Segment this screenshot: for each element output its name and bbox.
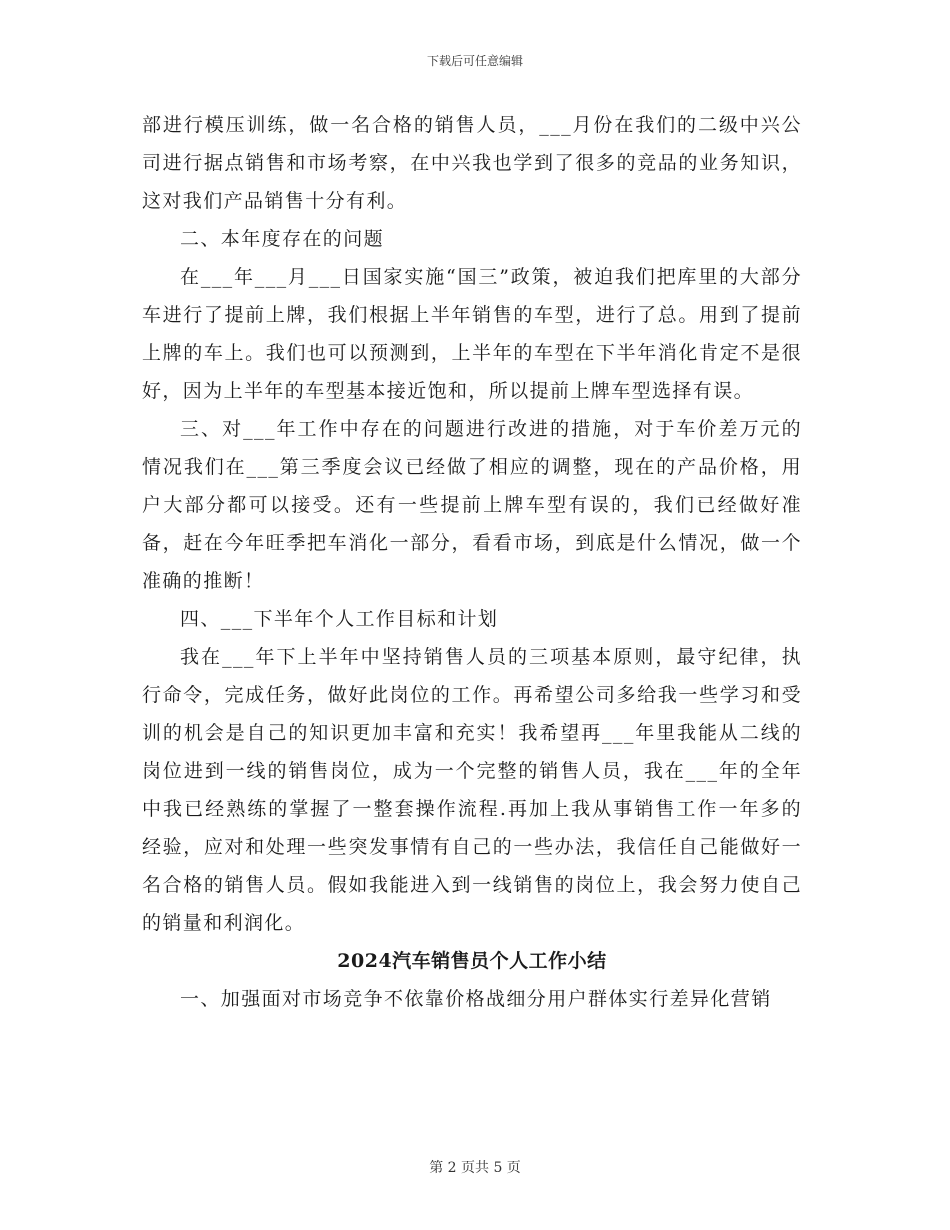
- paragraph-1: 部进行模压训练，做一名合格的销售人员，___月份在我们的二级中兴公司进行据点销售和市场考察，在中兴我也学到了很多的竞品的业务知识，这对我们产品销售十分有利。: [142, 114, 802, 212]
- paragraph-improvements: 三、对___年工作中存在的问题进行改进的措施，对于车价差万元的情况我们在___第三季度会议已经做了相应的调整，现在的产品价格，用户大部分都可以接受。还有一些提前上牌车型有误的，我们已经做好准备，赶在今年旺季把车消化一部分，看看市场，到底是什么情况，做一个准确的推断！: [142, 418, 802, 592]
- paragraph-problems: 在___年___月___日国家实施“国三”政策，被迫我们把库里的大部分车进行了提前上牌，我们根据上半年销售的车型，进行了总。用到了提前上牌的车上。我们也可以预测到，上半年的车型在下半年消化肯定不是很好，因为上半年的车型基本接近饱和，所以提前上牌车型选择有误。: [142, 266, 802, 402]
- heading-problems: 二、本年度存在的问题: [180, 228, 385, 250]
- page-footer: 第 2 页共 5 页: [429, 1160, 521, 1176]
- heading-goals: 四、___下半年个人工作目标和计划: [180, 608, 499, 630]
- document-body: [142, 106, 802, 1018]
- paragraph-market: 一、加强面对市场竞争不依靠价格战细分用户群体实行差异化营销: [180, 988, 772, 1010]
- paragraph-goals: 我在___年下上半年中坚持销售人员的三项基本原则，最守纪律，执行命令，完成任务，做好此岗位的工作。再希望公司多给我一些学习和受训的机会是自己的知识更加丰富和充实！我希望再___年里我能从二线的岗位进到一线的销售岗位，成为一个完整的销售人员，我在___年的全年中我已经熟练的掌握了一整套操作流程.再加上我从事销售工作一年多的经验，应对和处理一些突发事情有自己的一些办法，我信任自己能做好一名合格的销售人员。假如我能进入到一线销售的岗位上，我会努力使自己的销量和利润化。: [142, 646, 802, 934]
- page-header: 下载后可任意编辑: [426, 54, 523, 68]
- section-title: 2024汽车销售员个人工作小结: [337, 950, 607, 972]
